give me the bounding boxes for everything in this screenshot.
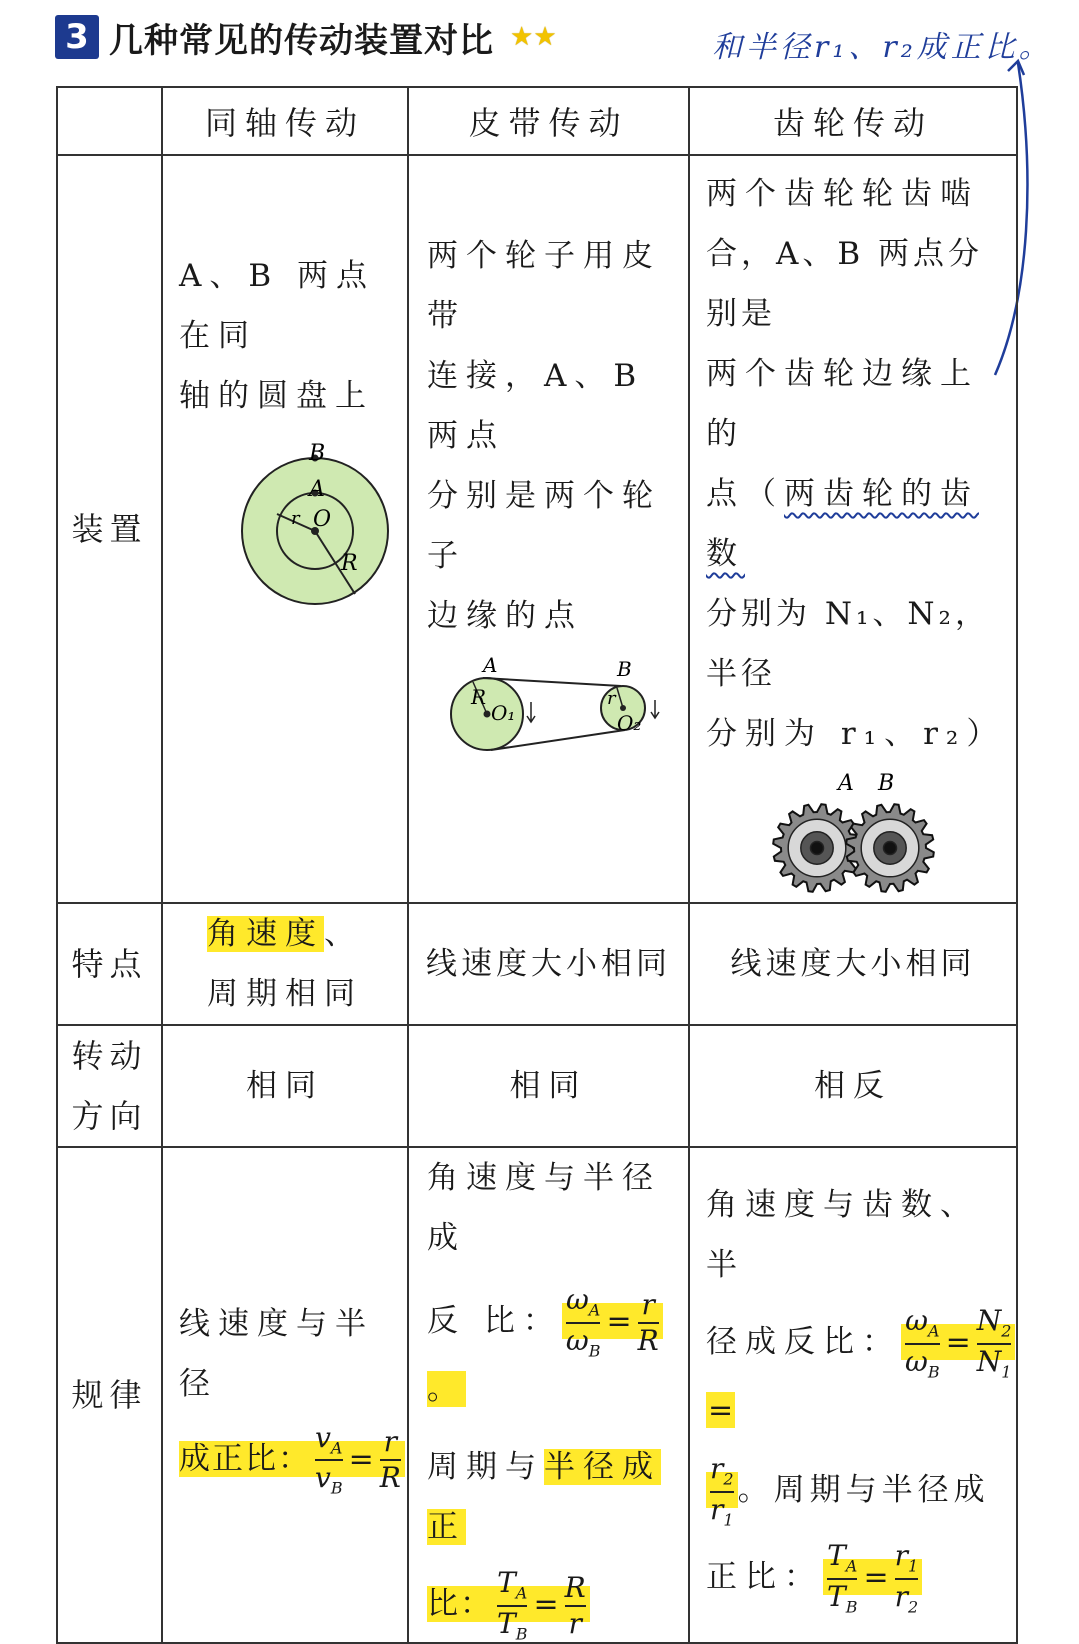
den-N: N (976, 1344, 1002, 1378)
law-belt-4-text: 比： (427, 1586, 493, 1623)
equals: = (606, 1304, 632, 1340)
sub-A: A (588, 1300, 601, 1320)
gear-desc-6: 分别为 r₁、r₂） (706, 716, 1006, 752)
section-number: 3 (55, 15, 99, 59)
fraction-N2-N1 (976, 1303, 1012, 1382)
fraction-r2-r1 (710, 1452, 734, 1530)
row-label-direction (57, 1025, 162, 1147)
num-T: T (497, 1566, 516, 1600)
den-v: v (315, 1461, 331, 1495)
difficulty-stars (510, 22, 557, 52)
fraction-r-R (379, 1425, 401, 1495)
belt-pulley-diagram (427, 652, 667, 762)
row-label-law: 规律 (57, 1147, 162, 1643)
col-header-gear: 齿轮传动 (689, 87, 1017, 155)
feature-coaxial-sep: 、 (324, 916, 363, 952)
cell-device-gear (689, 155, 1017, 903)
law-coaxial-1: 线速度与半径 (179, 1305, 374, 1402)
table-row-law (57, 1147, 1017, 1643)
num-r: r (894, 1539, 908, 1573)
period: 。 (427, 1371, 466, 1408)
den-omega: ω (565, 1323, 589, 1357)
label-B: B (617, 657, 632, 681)
label-R: R (471, 685, 487, 709)
law-gear-4-text: 正比： (706, 1559, 823, 1596)
row-label-feature: 特点 (57, 903, 162, 1025)
num-v: v (315, 1420, 331, 1454)
num-T: T (827, 1539, 846, 1573)
fraction-TA-TB (497, 1566, 528, 1644)
den-r: r (568, 1606, 582, 1640)
cell-law-coaxial (162, 1147, 408, 1643)
law-belt-3b: 半径成正 (427, 1449, 661, 1546)
sub-1: 1 (907, 1556, 919, 1576)
cell-feature-coaxial (162, 903, 408, 1025)
table-row-direction (57, 1025, 1017, 1147)
sub-2: 2 (1001, 1321, 1012, 1341)
cell-direction-gear: 相反 (689, 1025, 1017, 1147)
feature-coaxial-1 (163, 904, 407, 964)
label-O1: O₁ (491, 701, 516, 725)
coaxial-disk-diagram (205, 436, 405, 616)
num-omega: ω (905, 1303, 928, 1337)
sub-2: 2 (723, 1469, 734, 1489)
law-belt-formula-2 (427, 1566, 590, 1644)
cell-feature-gear: 线速度大小相同 (689, 903, 1017, 1025)
num-R: R (564, 1570, 586, 1604)
num-N: N (976, 1303, 1002, 1337)
law-coaxial-2 (179, 1420, 407, 1498)
sub-B: B (588, 1341, 601, 1361)
law-gear-3-text: 。周期与半径成 (737, 1472, 990, 1509)
gear-desc-4a: 点（ (706, 476, 784, 512)
table-row-feature (57, 903, 1017, 1025)
gear-desc-4b: 两齿轮的齿数 (706, 476, 979, 572)
law-coaxial-formula (179, 1420, 405, 1498)
gear-desc-5: 分别为 N₁、N₂，半径 (706, 596, 990, 692)
den-r: r (894, 1579, 908, 1613)
num-r: r (641, 1287, 655, 1321)
gear-desc-1: 两个齿轮轮齿啮 (706, 176, 979, 212)
label-r: r (607, 688, 616, 709)
law-gear-1: 角速度与齿数、半 (706, 1186, 979, 1283)
sub-1: 1 (723, 1510, 734, 1530)
feature-coaxial-2: 周期相同 (207, 976, 363, 1012)
equals: = (708, 1393, 734, 1429)
den-r: r (710, 1492, 724, 1526)
fraction-TA-TB (827, 1539, 858, 1617)
belt-desc-3: 分别是两个轮子 (427, 478, 661, 574)
cell-law-belt (408, 1147, 689, 1643)
cell-law-gear (689, 1147, 1017, 1643)
cell-device-coaxial (162, 155, 408, 903)
den-T: T (497, 1606, 516, 1640)
sub-B: B (927, 1362, 940, 1382)
cell-direction-coaxial: 相同 (162, 1025, 408, 1147)
coaxial-desc-2: 轴的圆盘上 (179, 378, 374, 414)
col-header-coaxial: 同轴传动 (162, 87, 408, 155)
num-r: r (383, 1425, 397, 1459)
law-belt-3 (427, 1437, 688, 1557)
law-belt-2 (427, 1283, 688, 1419)
sub-A: A (515, 1583, 528, 1603)
fraction-vA-vB (315, 1420, 343, 1498)
cell-device-belt (408, 155, 689, 903)
coaxial-desc-1: A、B 两点在同 (179, 258, 376, 354)
table-row-device (57, 155, 1017, 903)
header-empty (57, 87, 162, 155)
direction-label-2: 方向 (71, 1097, 148, 1135)
num-omega: ω (565, 1283, 589, 1316)
label-A: A (838, 771, 854, 796)
law-gear-2-text: 径成反比： (706, 1324, 901, 1360)
law-gear-4 (706, 1539, 1016, 1617)
den-omega: ω (905, 1344, 928, 1378)
law-coaxial-2-text: 成正比： (179, 1440, 311, 1477)
label-B: B (309, 441, 326, 466)
cell-direction-belt: 相同 (408, 1025, 689, 1147)
sub-1: 1 (1001, 1362, 1012, 1382)
star-icon: ★ (510, 22, 534, 52)
label-O2: O₂ (617, 711, 642, 735)
fraction-R-r (564, 1570, 586, 1640)
law-gear-2 (706, 1303, 1016, 1441)
sub-B: B (515, 1624, 528, 1644)
section-header (55, 12, 557, 62)
law-belt-1: 角速度与半径成 (427, 1160, 661, 1256)
label-A: A (483, 653, 498, 677)
num-r: r (710, 1452, 724, 1486)
belt-desc-1: 两个轮子用皮带 (427, 238, 661, 334)
label-O: O (313, 507, 332, 532)
sub-2: 2 (907, 1597, 919, 1617)
law-gear-formula-3 (823, 1539, 922, 1617)
star-icon: ★ (533, 22, 557, 52)
equals: = (945, 1325, 971, 1360)
equals: = (533, 1587, 559, 1623)
section-title: 几种常见的传动装置对比 (109, 20, 494, 61)
sub-B: B (845, 1597, 858, 1617)
fraction-r-R (637, 1287, 659, 1357)
sub-A: A (845, 1556, 858, 1576)
comparison-table (56, 86, 1018, 1644)
table-header-row (57, 87, 1017, 155)
row-label-device: 装置 (57, 155, 162, 903)
belt-desc-2: 连接，A、B 两点 (427, 358, 645, 454)
gear-desc-2: 合，A、B 两点分别是 (706, 236, 984, 332)
den-T: T (827, 1579, 846, 1613)
fraction-wA-wB (565, 1283, 601, 1361)
label-A: A (309, 477, 325, 502)
law-gear-formula-2 (706, 1452, 738, 1530)
gear-desc-4 (706, 464, 1016, 584)
handwritten-note: 和半径r₁、r₂成正比。 (712, 30, 1053, 65)
direction-label-1: 转动 (71, 1037, 148, 1075)
law-gear-3 (706, 1452, 1016, 1530)
label-r: r (291, 508, 300, 529)
den-R: R (637, 1323, 659, 1357)
gear-desc-3: 两个齿轮边缘上的 (706, 356, 979, 452)
cell-feature-belt: 线速度大小相同 (408, 903, 689, 1025)
sub-A: A (927, 1321, 940, 1341)
fraction-r1-r2 (894, 1539, 919, 1617)
sub-B: B (330, 1478, 343, 1498)
feature-coaxial-hl: 角速度 (207, 916, 324, 952)
gear-pair-diagram (762, 768, 962, 898)
law-belt-4 (427, 1566, 688, 1644)
belt-desc-4: 边缘的点 (427, 598, 583, 634)
law-belt-2-text: 反 比： (427, 1303, 562, 1340)
gear-hub (811, 842, 824, 855)
equals: = (348, 1441, 374, 1477)
equals: = (863, 1560, 889, 1596)
law-belt-3a: 周期与 (427, 1449, 544, 1486)
label-B: B (878, 771, 895, 796)
gear-hub (884, 842, 897, 855)
fraction-wA-wB (905, 1303, 940, 1382)
label-R: R (341, 551, 358, 576)
den-R: R (379, 1461, 401, 1495)
sub-A: A (330, 1438, 343, 1458)
col-header-belt: 皮带传动 (408, 87, 689, 155)
